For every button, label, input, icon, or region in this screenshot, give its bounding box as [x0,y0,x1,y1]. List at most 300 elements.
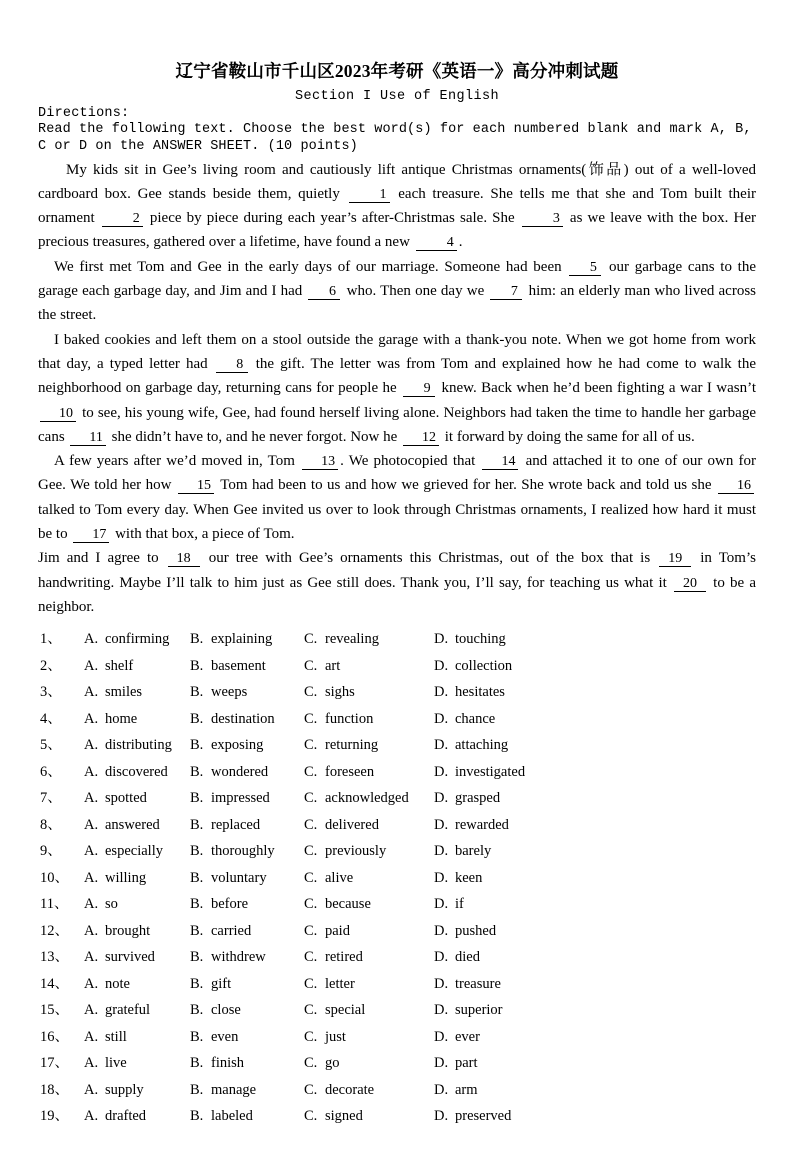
option-c-letter: C. [304,1108,318,1125]
passage-text: it forward by doing the same for all of us. [441,428,695,445]
option-d-label: barely [455,843,492,860]
question-row [38,1051,756,1078]
option-a-letter: A. [84,790,99,807]
option-a-choice[interactable] [84,818,190,833]
option-c-letter: C. [304,737,318,754]
option-d-label: chance [455,710,496,727]
option-b-letter: B. [190,657,204,674]
question-row [38,998,756,1025]
passage-paragraph [38,255,756,328]
passage-text: the gift. The letter was from Tom and explained how he had come to walk the neighborhood on garbage day, returning cans for people he [38,355,756,397]
option-c-choice[interactable] [304,712,434,727]
blank-18[interactable]: 18 [168,552,200,567]
option-d-choice[interactable] [434,791,574,806]
option-d-choice[interactable] [434,1083,574,1098]
option-b-label: thoroughly [211,843,275,860]
option-b-letter: B. [190,869,204,886]
option-b-letter: B. [190,896,204,913]
option-a-label: answered [105,816,160,833]
option-d-letter: D. [434,1081,449,1098]
option-c-letter: C. [304,843,318,860]
option-d-letter: D. [434,1055,449,1072]
option-c-choice[interactable] [304,765,434,780]
option-d-choice[interactable] [434,632,574,647]
option-b-letter: B. [190,1028,204,1045]
option-b-letter: B. [190,631,204,648]
question-number: 15、 [40,1002,69,1019]
question-row [38,654,756,681]
option-d-choice[interactable] [434,950,574,965]
option-c-choice[interactable] [304,791,434,806]
option-c-letter: C. [304,631,318,648]
option-d-choice[interactable] [434,897,574,912]
question-row [38,945,756,972]
option-a-letter: A. [84,763,99,780]
blank-19[interactable]: 19 [659,552,691,567]
blank-16[interactable]: 16 [718,479,754,494]
option-b-letter: B. [190,975,204,992]
option-b-choice[interactable] [190,712,300,727]
option-a-choice[interactable] [84,659,190,674]
option-a-choice[interactable] [84,712,190,727]
option-d-label: if [455,896,464,913]
passage-text: and attached it to one of our own for Gee. We told her how [38,453,756,494]
option-b-choice[interactable] [190,659,300,674]
option-c-choice[interactable] [304,1083,434,1098]
question-number: 4、 [40,710,62,727]
option-d-choice[interactable] [434,659,574,674]
option-b-label: weeps [211,684,248,701]
option-c-choice[interactable] [304,897,434,912]
question-number: 10、 [40,869,69,886]
question-number: 19、 [40,1108,69,1125]
question-number: 9、 [40,843,62,860]
option-c-label: decorate [325,1081,375,1098]
option-d-label: died [455,949,480,966]
passage-paragraph [38,158,756,255]
option-a-choice[interactable] [84,685,190,700]
option-a-label: supply [105,1081,144,1098]
option-d-letter: D. [434,657,449,674]
option-a-choice[interactable] [84,1056,190,1071]
passage-text: We first met Tom and Gee in the early days of our marriage. Someone had been [54,258,568,275]
option-b-choice[interactable] [190,791,300,806]
option-c-label: just [325,1028,346,1045]
option-d-choice[interactable] [434,871,574,886]
blank-15[interactable]: 15 [178,479,214,494]
option-a-letter: A. [84,710,99,727]
option-a-choice[interactable] [84,765,190,780]
question-number: 8、 [40,816,62,833]
blank-2[interactable]: 2 [102,212,143,227]
option-d-letter: D. [434,684,449,701]
option-a-label: drafted [105,1108,147,1125]
passage [38,158,756,620]
option-d-letter: D. [434,843,449,860]
option-b-choice[interactable] [190,897,300,912]
option-d-letter: D. [434,896,449,913]
question-row [38,892,756,919]
passage-text: she didn’t have to, and he never forgot. Now he [107,428,402,445]
option-d-choice[interactable] [434,1003,574,1018]
option-c-label: revealing [325,631,379,648]
option-a-label: smiles [105,684,143,701]
option-c-letter: C. [304,1081,318,1098]
option-a-label: note [105,975,130,992]
question-row [38,972,756,999]
question-row [38,1025,756,1052]
option-c-letter: C. [304,816,318,833]
passage-text: with that box, a piece of Tom. [111,525,295,542]
option-d-label: attaching [455,737,509,754]
option-a-choice[interactable] [84,1003,190,1018]
option-a-letter: A. [84,922,99,939]
option-a-label: home [105,710,138,727]
option-a-label: willing [105,869,147,886]
option-a-choice[interactable] [84,950,190,965]
question-row [38,760,756,787]
option-c-letter: C. [304,869,318,886]
passage-text: piece by piece during each year’s after-Christmas sale. She [144,210,520,227]
option-c-choice[interactable] [304,1003,434,1018]
passage-text: My kids sit in Gee’s living room and cautiously lift antique Christmas ornaments(饰品) out of a well-loved cardboard box. Gee stands beside them, quietly [38,161,756,202]
option-c-choice[interactable] [304,1109,434,1124]
blank-14[interactable]: 14 [482,455,518,470]
option-a-letter: A. [84,949,99,966]
question-row [38,919,756,946]
option-b-label: withdrew [211,949,266,966]
option-c-choice[interactable] [304,659,434,674]
option-b-letter: B. [190,684,204,701]
option-c-letter: C. [304,949,318,966]
option-a-letter: A. [84,737,99,754]
question-row [38,1078,756,1105]
option-d-choice[interactable] [434,1056,574,1071]
passage-text: our tree with Gee’s ornaments this Christmas, out of the box that is [201,550,658,567]
option-d-letter: D. [434,710,449,727]
option-b-letter: B. [190,763,204,780]
option-d-label: treasure [455,975,501,992]
option-a-label: survived [105,949,155,966]
option-a-label: still [105,1028,127,1045]
question-row [38,839,756,866]
question-number: 13、 [40,949,69,966]
option-d-choice[interactable] [434,738,574,753]
blank-13[interactable]: 13 [302,455,338,470]
passage-text: our garbage cans to the garage each garbage day, and Jim and I had [38,258,757,300]
passage-text: him: an elderly man who lived across the street. [38,283,757,324]
option-b-label: finish [211,1055,245,1072]
question-number: 5、 [40,737,62,754]
option-c-label: function [325,710,374,727]
question-row [38,786,756,813]
passage-text: . We photocopied that [340,453,481,470]
option-c-letter: C. [304,1002,318,1019]
blank-17[interactable]: 17 [73,528,109,543]
option-d-choice[interactable] [434,765,574,780]
option-a-label: especially [105,843,163,860]
question-row [38,733,756,760]
option-a-label: distributing [105,737,172,754]
option-c-label: letter [325,975,355,992]
option-b-letter: B. [190,922,204,939]
option-a-label: discovered [105,763,168,780]
passage-text: to be a neighbor. [38,574,756,615]
option-d-letter: D. [434,816,449,833]
option-b-choice[interactable] [190,871,300,886]
option-a-letter: A. [84,1002,99,1019]
question-number: 11、 [40,896,69,913]
option-b-label: even [211,1028,239,1045]
option-b-choice[interactable] [190,1030,300,1045]
option-b-choice[interactable] [190,977,300,992]
option-b-choice[interactable] [190,844,300,859]
option-a-choice[interactable] [84,1083,190,1098]
option-c-choice[interactable] [304,1030,434,1045]
option-b-label: impressed [211,790,270,807]
option-c-letter: C. [304,710,318,727]
option-b-label: exposing [211,737,264,754]
option-c-choice[interactable] [304,1056,434,1071]
option-b-choice[interactable] [190,632,300,647]
option-b-choice[interactable] [190,765,300,780]
option-a-letter: A. [84,1081,99,1098]
option-a-choice[interactable] [84,897,190,912]
option-b-label: basement [211,657,266,674]
option-b-letter: B. [190,1081,204,1098]
passage-text: to see, his young wife, Gee, had found herself living alone. Neighbors had taken the time to handle her garbage cans [38,404,756,445]
option-d-choice[interactable] [434,977,574,992]
option-c-choice[interactable] [304,818,434,833]
option-d-label: collection [455,657,513,674]
question-number: 16、 [40,1028,69,1045]
option-a-letter: A. [84,843,99,860]
question-row [38,866,756,893]
option-d-choice[interactable] [434,844,574,859]
option-d-choice[interactable] [434,818,574,833]
question-number: 14、 [40,975,69,992]
question-number: 3、 [40,684,62,701]
option-d-label: hesitates [455,684,505,701]
option-a-choice[interactable] [84,1030,190,1045]
option-b-choice[interactable] [190,818,300,833]
option-c-label: signed [325,1108,363,1125]
option-a-choice[interactable] [84,871,190,886]
question-number: 18、 [40,1081,69,1098]
option-c-letter: C. [304,975,318,992]
option-a-letter: A. [84,816,99,833]
question-row [38,813,756,840]
blank-9[interactable]: 9 [403,382,435,397]
blank-7[interactable]: 7 [490,285,522,300]
option-b-letter: B. [190,843,204,860]
option-a-choice[interactable] [84,844,190,859]
option-a-letter: A. [84,1028,99,1045]
option-c-letter: C. [304,896,318,913]
option-d-letter: D. [434,1028,449,1045]
option-c-label: acknowledged [325,790,409,807]
option-b-label: carried [211,922,252,939]
option-b-choice[interactable] [190,738,300,753]
option-c-label: paid [325,922,350,939]
option-c-label: go [325,1055,340,1072]
question-row [38,627,756,654]
option-d-letter: D. [434,763,449,780]
option-d-letter: D. [434,922,449,939]
blank-5[interactable]: 5 [569,261,601,276]
option-b-choice[interactable] [190,1109,300,1124]
option-a-label: spotted [105,790,147,807]
option-d-letter: D. [434,737,449,754]
option-d-label: superior [455,1002,503,1019]
blank-8[interactable]: 8 [216,358,248,373]
option-b-choice[interactable] [190,950,300,965]
option-c-letter: C. [304,1028,318,1045]
option-b-choice[interactable] [190,685,300,700]
option-a-label: brought [105,922,151,939]
blank-12[interactable]: 12 [403,431,439,446]
option-a-choice[interactable] [84,924,190,939]
blank-1[interactable]: 1 [349,188,390,203]
question-number: 7、 [40,790,62,807]
option-c-choice[interactable] [304,924,434,939]
question-number: 12、 [40,922,69,939]
option-c-letter: C. [304,657,318,674]
option-b-label: manage [211,1081,257,1098]
option-d-letter: D. [434,975,449,992]
option-c-letter: C. [304,763,318,780]
option-a-label: shelf [105,657,134,674]
option-c-label: because [325,896,371,913]
option-d-letter: D. [434,869,449,886]
blank-11[interactable]: 11 [70,431,105,446]
option-d-label: investigated [455,763,526,780]
option-b-letter: B. [190,816,204,833]
option-c-letter: C. [304,684,318,701]
option-d-label: pushed [455,922,497,939]
option-b-letter: B. [190,1108,204,1125]
passage-text: each treasure. She tells me that she and Tom built their ornament [38,185,756,227]
option-a-letter: A. [84,1055,99,1072]
passage-text: Jim and I agree to [38,550,166,567]
option-b-letter: B. [190,1002,204,1019]
option-d-choice[interactable] [434,1109,574,1124]
passage-text: talked to Tom every day. When Gee invited us over to look through Christmas ornaments, I realized how hard it must be to [38,501,756,542]
option-c-letter: C. [304,790,318,807]
option-b-choice[interactable] [190,924,300,939]
option-c-choice[interactable] [304,950,434,965]
option-d-label: grasped [455,790,501,807]
option-b-label: destination [211,710,275,727]
passage-paragraph [38,449,756,546]
question-options-list [38,627,756,1131]
option-b-label: voluntary [211,869,267,886]
option-b-label: close [211,1002,241,1019]
passage-text: who. Then one day we [342,283,489,300]
blank-10[interactable]: 10 [40,407,76,422]
option-c-choice[interactable] [304,632,434,647]
question-row [38,707,756,734]
blank-6[interactable]: 6 [308,285,340,300]
option-b-letter: B. [190,949,204,966]
option-d-choice[interactable] [434,1030,574,1045]
option-a-letter: A. [84,896,99,913]
question-row [38,1104,756,1131]
option-d-label: part [455,1055,478,1072]
option-b-letter: B. [190,710,204,727]
option-d-label: rewarded [455,816,509,833]
option-d-letter: D. [434,949,449,966]
option-a-letter: A. [84,631,99,648]
passage-paragraph [38,546,756,619]
option-c-label: art [325,657,341,674]
option-c-choice[interactable] [304,738,434,753]
option-d-choice[interactable] [434,685,574,700]
option-b-choice[interactable] [190,1083,300,1098]
option-c-label: delivered [325,816,379,833]
option-b-choice[interactable] [190,1056,300,1071]
option-d-choice[interactable] [434,712,574,727]
directions-text: Read the following text. Choose the best word(s) for each numbered blank and mark A, B, C or D on the ANSWER SHEET. (10 points) [38,122,752,155]
option-c-label: retired [325,949,363,966]
option-b-label: gift [211,975,232,992]
option-d-label: preserved [455,1108,512,1125]
option-c-label: special [325,1002,366,1019]
option-a-choice[interactable] [84,977,190,992]
blank-20[interactable]: 20 [674,577,706,592]
option-c-choice[interactable] [304,871,434,886]
option-c-choice[interactable] [304,977,434,992]
option-b-choice[interactable] [190,1003,300,1018]
option-d-label: keen [455,869,483,886]
option-a-choice[interactable] [84,738,190,753]
option-a-label: grateful [105,1002,151,1019]
option-a-choice[interactable] [84,791,190,806]
option-d-letter: D. [434,790,449,807]
option-c-choice[interactable] [304,685,434,700]
option-b-letter: B. [190,737,204,754]
option-a-choice[interactable] [84,1109,190,1124]
option-c-choice[interactable] [304,844,434,859]
passage-text: A few years after we’d moved in, Tom [54,453,301,470]
option-c-letter: C. [304,1055,318,1072]
option-d-choice[interactable] [434,924,574,939]
option-c-label: previously [325,843,387,860]
blank-4[interactable]: 4 [416,236,457,251]
question-number: 17、 [40,1055,69,1072]
question-row [38,680,756,707]
passage-text: Tom had been to us and how we grieved for her. She wrote back and told us she [215,477,716,494]
option-b-label: explaining [211,631,273,648]
option-c-label: foreseen [325,763,375,780]
passage-text: . [458,234,463,251]
passage-paragraph [38,328,756,449]
option-b-letter: B. [190,1055,204,1072]
passage-text: in Tom’s handwriting. Maybe I’ll talk to him just as Gee still does. Thank you, I’ll say, for teaching us what it [38,550,756,591]
option-a-label: confirming [105,631,170,648]
option-a-letter: A. [84,975,99,992]
option-a-letter: A. [84,684,99,701]
option-d-letter: D. [434,631,449,648]
option-d-label: arm [455,1081,478,1098]
option-a-label: so [105,896,118,913]
blank-3[interactable]: 3 [522,212,563,227]
option-a-letter: A. [84,869,99,886]
option-a-letter: A. [84,657,99,674]
option-a-choice[interactable] [84,632,190,647]
option-d-label: touching [455,631,506,648]
option-c-label: alive [325,869,354,886]
